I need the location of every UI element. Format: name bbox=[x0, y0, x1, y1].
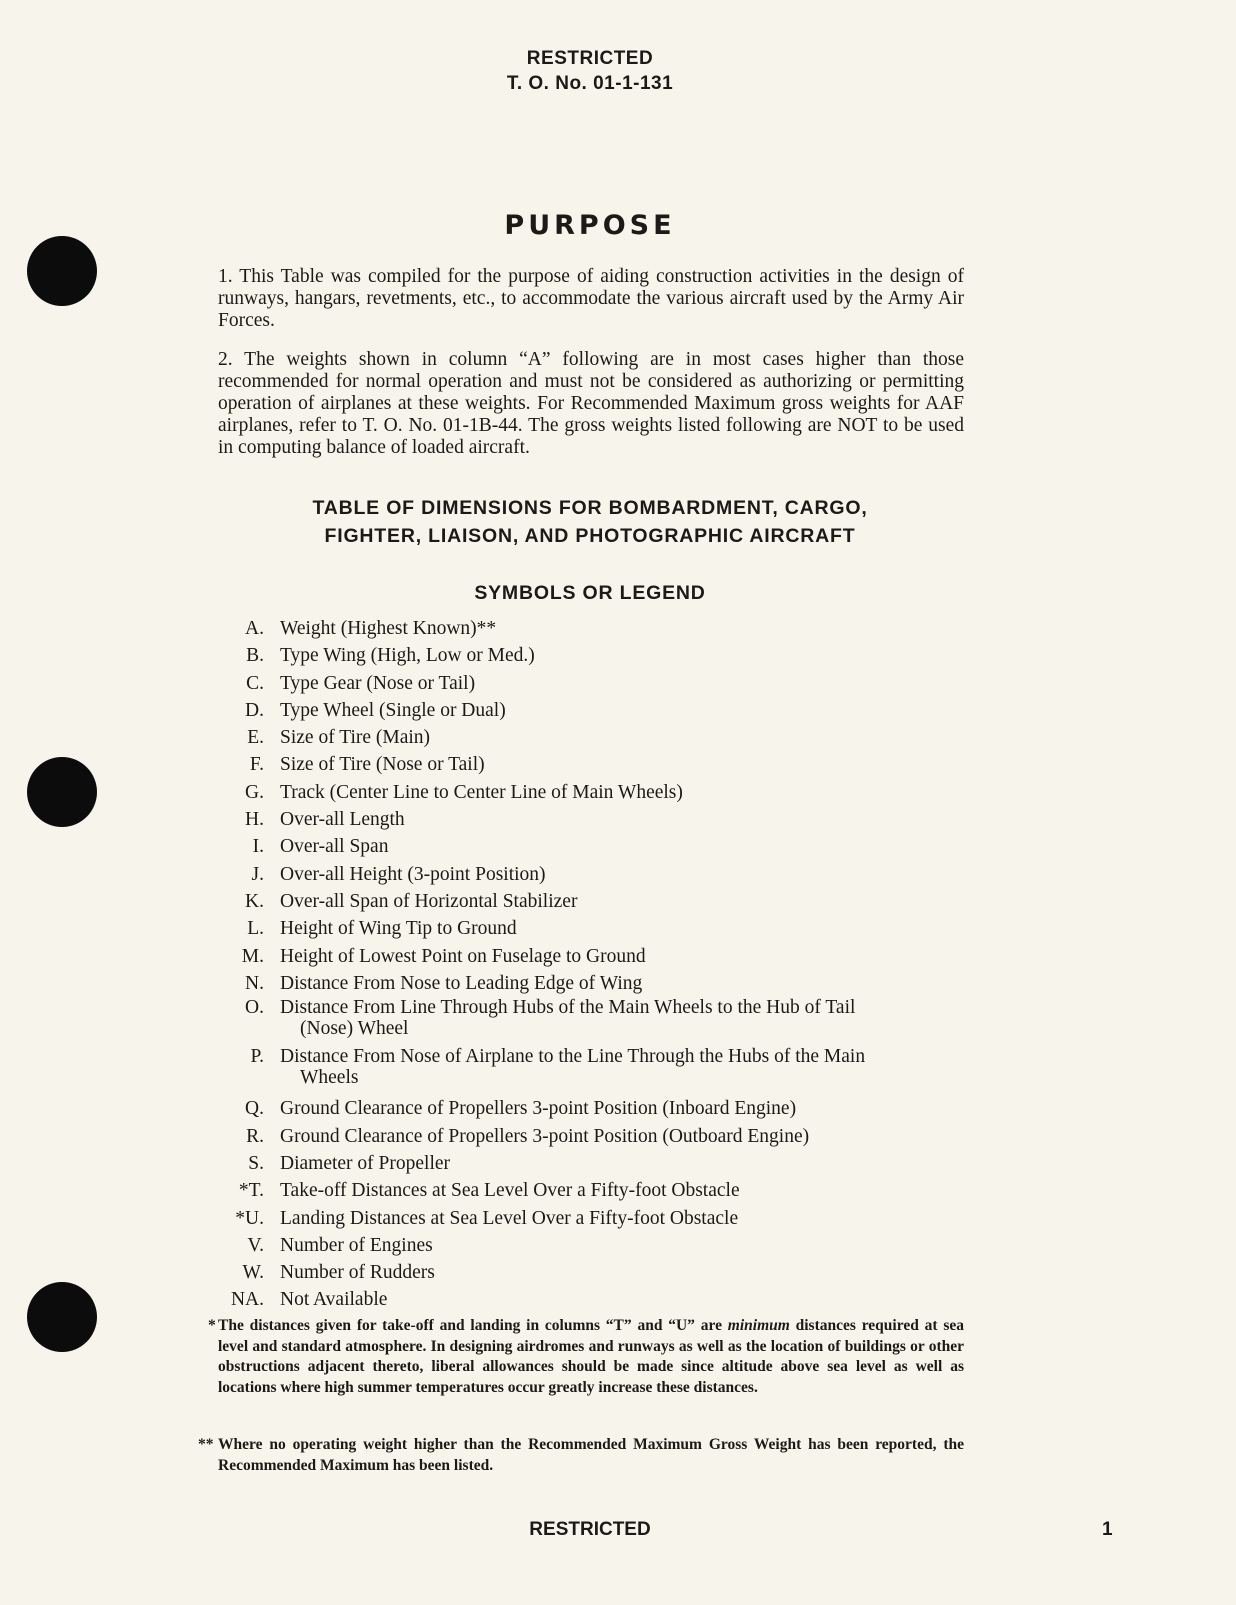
legend-item bbox=[220, 1177, 980, 1204]
footnote-double-star bbox=[198, 1435, 964, 1476]
legend-code: O. bbox=[245, 997, 264, 1019]
legend-code: P. bbox=[250, 1046, 264, 1068]
header-classification: RESTRICTED bbox=[526, 48, 654, 69]
legend-code: G. bbox=[245, 781, 264, 803]
legend-item bbox=[220, 833, 980, 860]
legend-description: Over-all Span of Horizontal Stabilizer bbox=[280, 890, 578, 912]
legend-description: Distance From Nose to Leading Edge of Wing bbox=[280, 972, 643, 994]
legend-description: Ground Clearance of Propellers 3-point Position (Outboard Engine) bbox=[280, 1125, 810, 1147]
footnote-mark: * bbox=[208, 1317, 216, 1334]
legend-description: Size of Tire (Main) bbox=[280, 727, 431, 749]
footnote-text: The distances given for take-off and landing in columns “T” and “U” are bbox=[218, 1317, 728, 1334]
legend-code: M. bbox=[241, 945, 264, 967]
footer-classification: RESTRICTED bbox=[529, 1519, 651, 1540]
legend-item bbox=[220, 1259, 980, 1286]
legend-item bbox=[220, 724, 980, 751]
legend-item bbox=[220, 943, 980, 970]
legend-item bbox=[220, 670, 980, 697]
legend-item bbox=[220, 1205, 980, 1232]
footnote-single-star bbox=[208, 1316, 964, 1398]
legend-code: R. bbox=[246, 1125, 264, 1147]
legend-description: Height of Lowest Point on Fuselage to Ground bbox=[280, 945, 646, 967]
legend-description: Over-all Height (3-point Position) bbox=[280, 863, 546, 885]
legend-code: C. bbox=[246, 672, 264, 694]
legend-item bbox=[220, 615, 980, 642]
legend-code: W. bbox=[242, 1262, 264, 1284]
legend-heading: SYMBOLS OR LEGEND bbox=[474, 582, 706, 604]
legend-item bbox=[220, 642, 980, 669]
legend-item bbox=[220, 1123, 980, 1150]
legend-description: Over-all Length bbox=[280, 809, 405, 831]
legend-code: H. bbox=[245, 809, 264, 831]
binder-hole bbox=[27, 757, 97, 827]
legend-description: Size of Tire (Nose or Tail) bbox=[280, 754, 485, 776]
legend-code: L. bbox=[247, 918, 264, 940]
legend-description: Landing Distances at Sea Level Over a Fifty-foot Obstacle bbox=[280, 1207, 739, 1229]
legend-item bbox=[220, 888, 980, 915]
legend-item bbox=[220, 1232, 980, 1259]
legend-code: Q. bbox=[245, 1098, 264, 1120]
table-heading-line-2: FIGHTER, LIAISON, AND PHOTOGRAPHIC AIRCRAFT bbox=[324, 525, 856, 547]
legend-item bbox=[220, 1150, 980, 1177]
legend-code: I. bbox=[252, 836, 264, 858]
legend-item bbox=[220, 751, 980, 778]
legend-code: A. bbox=[245, 618, 264, 639]
legend-code: F. bbox=[249, 754, 264, 776]
binder-hole bbox=[27, 236, 97, 306]
legend-code: N. bbox=[245, 972, 264, 994]
legend-item bbox=[220, 997, 980, 1046]
binder-hole bbox=[27, 1282, 97, 1352]
legend-description: Not Available bbox=[280, 1289, 388, 1311]
legend-code: S. bbox=[248, 1153, 264, 1174]
table-heading-line-1: TABLE OF DIMENSIONS FOR BOMBARDMENT, CARGO, bbox=[312, 497, 868, 519]
legend-description: Number of Engines bbox=[280, 1234, 433, 1256]
header-order-number: T. O. No. 01-1-131 bbox=[506, 73, 674, 94]
legend-code: E. bbox=[247, 727, 264, 749]
legend-description: Over-all Span bbox=[280, 836, 389, 858]
legend-code: *U. bbox=[235, 1207, 264, 1229]
legend-description-continued: Wheels bbox=[300, 1067, 359, 1089]
legend-code: B. bbox=[246, 645, 264, 667]
legend-item bbox=[220, 1095, 980, 1122]
legend-description: Take-off Distances at Sea Level Over a Fifty-foot Obstacle bbox=[280, 1180, 740, 1202]
legend-description: Distance From Nose of Airplane to the Line Through the Hubs of the Main bbox=[280, 1046, 866, 1068]
legend-description: Height of Wing Tip to Ground bbox=[280, 918, 517, 940]
legend-item bbox=[220, 1286, 980, 1313]
legend-description: Weight (Highest Known)** bbox=[280, 618, 497, 639]
legend-description: Distance From Line Through Hubs of the Main Wheels to the Hub of Tail bbox=[280, 997, 856, 1019]
legend-code: D. bbox=[245, 699, 264, 721]
legend-description: Type Wing (High, Low or Med.) bbox=[280, 645, 535, 667]
legend-item bbox=[220, 1046, 980, 1095]
legend-item bbox=[220, 806, 980, 833]
footnote-text: Where no operating weight higher than the Recommended Maximum Gross Weight has been reported, the Recommended Maximum has been listed. bbox=[218, 1436, 964, 1474]
legend-code: J. bbox=[251, 863, 264, 885]
legend-item bbox=[220, 915, 980, 942]
legend-description: Type Gear (Nose or Tail) bbox=[280, 672, 476, 694]
legend-code: *T. bbox=[238, 1180, 264, 1202]
legend-description: Diameter of Propeller bbox=[280, 1153, 451, 1174]
legend-description: Ground Clearance of Propellers 3-point Position (Inboard Engine) bbox=[280, 1098, 797, 1120]
legend-list bbox=[220, 615, 980, 1314]
footnote-text: distances required at sea level and standard atmosphere. In designing airdromes and runways as well as the location of buildings or other obstructions adjacent thereto, liberal allowances should be made since altitude above sea level as well as locations where high summer temperatures occur greatly increase these distances. bbox=[218, 1317, 964, 1396]
paragraph-2: 2. The weights shown in column “A” following are in most cases higher than those recommended for normal operation and must not be considered as authorizing or permitting operation of airplanes at these weights. For Recommended Maximum gross weights for AAF airplanes, refer to T. O. No. 01-1B-44. The gross weights listed following are NOT to be used in computing balance of loaded aircraft. bbox=[218, 349, 964, 458]
legend-item bbox=[220, 779, 980, 806]
footnote-mark: ** bbox=[198, 1436, 214, 1453]
footnote-emphasis: minimum bbox=[727, 1317, 790, 1334]
legend-description: Number of Rudders bbox=[280, 1262, 435, 1284]
paragraph-1: 1. This Table was compiled for the purpose of aiding construction activities in the design of runways, hangars, revetments, etc., to accommodate the various aircraft used by the Army Air Forces. bbox=[218, 266, 964, 331]
legend-code: V. bbox=[247, 1234, 264, 1256]
legend-description: Type Wheel (Single or Dual) bbox=[280, 699, 506, 721]
legend-code: K. bbox=[245, 890, 264, 912]
legend-item bbox=[220, 861, 980, 888]
legend-item bbox=[220, 970, 980, 997]
page-title: PURPOSE bbox=[504, 210, 676, 241]
table-heading bbox=[0, 494, 1180, 550]
page-number: 1 bbox=[1102, 1519, 1113, 1540]
legend-description: Track (Center Line to Center Line of Main Wheels) bbox=[280, 781, 683, 803]
legend-description-continued: (Nose) Wheel bbox=[300, 1018, 409, 1040]
legend-item bbox=[220, 697, 980, 724]
legend-code: NA. bbox=[230, 1289, 264, 1311]
